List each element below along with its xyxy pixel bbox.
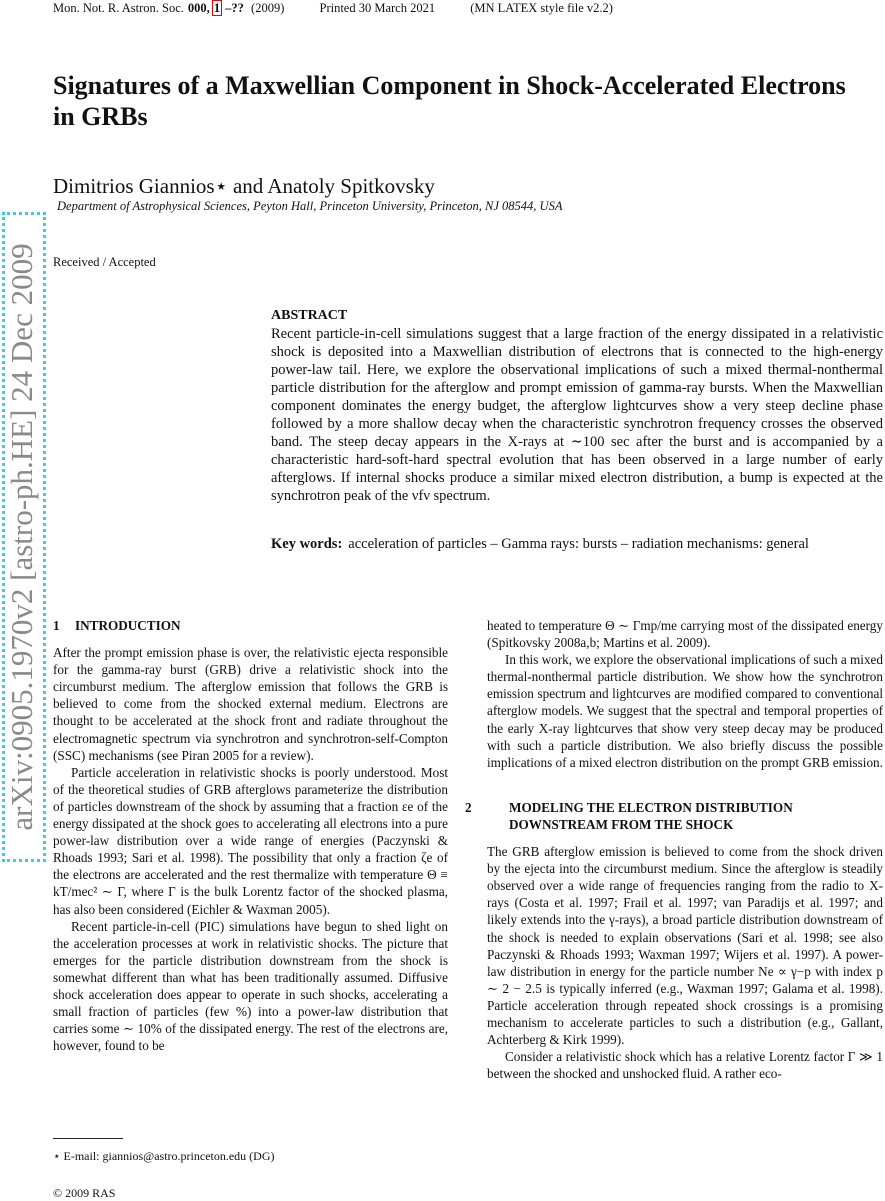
section-2-number: 2 — [465, 799, 472, 815]
intro-continuation: heated to temperature Θ ∼ Γmp/me carrying most of the dissipated energy (Spitkovsky 2008a,b; Martins et al. 2009). — [487, 618, 883, 651]
authors: Dimitrios Giannios⋆ and Anatoly Spitkovsky — [53, 174, 435, 198]
running-head — [53, 1, 617, 16]
section-1-number: 1 — [53, 618, 60, 633]
volume: 000, — [187, 1, 210, 15]
page-range: –?? — [225, 1, 244, 15]
paper-title: Signatures of a Maxwellian Component in Shock-Accelerated Electrons in GRBs — [53, 71, 846, 131]
keywords-label: Key words: — [271, 536, 343, 552]
footnote: ⋆ E-mail: giannios@astro.princeton.edu (DG) — [53, 1149, 275, 1163]
modeling-paragraph-1: The GRB afterglow emission is believed to come from the shock driven by the ejecta into the circumburst medium. Since the afterglow is steadily observed over a wide range of frequencies ranging from the radio to X-rays (Costa et al. 1997; Frail et al. 1997; van Paradijs et al. 1997; and likely extends into the γ-rays), a broad particle distribution downstream of the shock is needed to explain observations (Sari et al. 1998; see also Paczynski & Rhoads 1993; Waxman 1997; Wijers et al. 1997). A power-law distribution in energy for the particle number Ne ∝ γ−p with index p ∼ 2 − 2.5 is typically inferred (e.g., Waxman 1997; Galama et al. 1998). Particle acceleration through repeated shock crossings is a promising mechanism to accelerate particles to such a distribution (e.g., Gallant, Achterberg & Kirk 1999). — [487, 844, 883, 1048]
journal-name: Mon. Not. R. Astron. Soc. — [53, 1, 184, 15]
first-page-link[interactable]: 1 — [213, 1, 221, 15]
section-2-heading — [465, 799, 883, 833]
right-column — [465, 617, 883, 1082]
intro-paragraph-4: In this work, we explore the observational implications of such a mixed thermal-nonthermal particle distribution. We show how the synchrotron emission spectrum and lightcurves are modified compared to conventional afterglow models. We suggest that the spectral and temporal properties of the early X-ray lightcurves that show very steep decay may be produced with such a particle distribution. We also briefly discuss the possible implications of a mixed electron distribution on the prompt GRB emission. — [487, 652, 883, 770]
intro-paragraph-2: Particle acceleration in relativistic shocks is poorly understood. Most of the theoretical studies of GRB afterglows parameterize the distribution of particles downstream of the shock by assuming that a fraction εe of the energy dissipated at the shock goes to accelerating all electrons into a pure power-law distribution over a wide range of energies (Paczynski & Rhoads 1993; Sari et al. 1998). The possibility that only a fraction ζe of the electrons are accelerated and the rest thermalize with temperature Θ ≡ kT/mec² ∼ Γ, where Γ is the bulk Lorentz factor of the shocked plasma, has also been considered (Eichler & Waxman 2005). — [53, 764, 448, 917]
received-accepted: Received / Accepted — [53, 255, 156, 269]
affiliation: Department of Astrophysical Sciences, Peyton Hall, Princeton University, Princeton, NJ 08544, USA — [57, 199, 563, 213]
abstract — [271, 307, 883, 505]
modeling-paragraph-2: Consider a relativistic shock which has a relative Lorentz factor Γ ≫ 1 between the shocked and unshocked fluid. A rather eco- — [487, 1049, 883, 1082]
copyright: © 2009 RAS — [53, 1186, 116, 1200]
intro-paragraph-3: Recent particle-in-cell (PIC) simulations have begun to shed light on the acceleration processes at work in relativistic shocks. The picture that emerges for the particle distribution downstream from the shock is somewhat different than what has been traditionally assumed. Diffusive shock acceleration does appear to operate in such shocks, accelerating a small fraction of particles (few %) into a power-law distribution that carries some ∼ 10% of the dissipated energy. The rest of the electrons are, however, found to be — [53, 918, 448, 1054]
printed-date: Printed 30 March 2021 — [319, 1, 436, 15]
keywords-text: acceleration of particles – Gamma rays: bursts – radiation mechanisms: general — [348, 536, 809, 552]
left-column — [53, 617, 448, 1054]
footnote-rule — [53, 1138, 123, 1139]
intro-paragraph-1: After the prompt emission phase is over, the relativistic ejecta responsible for the gamma-ray burst (GRB) drive a relativistic shock into the circumburst medium. The afterglow emission that follows the GRB is believed to come from the shocked external medium. Electrons are thought to be accelerated at the shock front and radiate throughout the electromagnetic spectrum via synchrotron and synchrotron-self-Compton (SSC) mechanisms (see Piran 2005 for a review). — [53, 645, 448, 763]
arxiv-stamp-text: arXiv:0905.1970v2 [astro-ph.HE] 24 Dec 2009 — [4, 243, 39, 831]
style-file: (MN LATEX style file v2.2) — [470, 1, 613, 15]
abstract-text: Recent particle-in-cell simulations suggest that a large fraction of the energy dissipated in a relativistic shock is deposited into a Maxwellian distribution of electrons that is connected to the high-energy power-law tail. Here, we explore the observational implications of such a mixed thermal-nonthermal particle distribution for the afterglow and prompt emission of gamma-ray bursts. When the Maxwellian component dominates the energy budget, the afterglow lightcurves show a very steep decline phase followed by a more shallow decay when the characteristic synchrotron frequency crosses the observed band. The steep decay appears in the X-rays at ∼100 sec after the burst and is accompanied by a characteristic hard-soft-hard spectral evolution that has been observed in a large number of early afterglows. If internal shocks produce a similar mixed electron distribution, a bump is expected at the synchrotron peak of the νfν spectrum. — [271, 326, 883, 504]
section-2-title: MODELING THE ELECTRON DISTRIBUTION DOWNSTREAM FROM THE SHOCK — [509, 799, 793, 832]
section-1-heading — [53, 617, 448, 634]
keywords — [271, 536, 809, 553]
section-1-title: INTRODUCTION — [75, 618, 181, 633]
year: (2009) — [251, 1, 285, 15]
abstract-heading: ABSTRACT — [271, 308, 348, 323]
